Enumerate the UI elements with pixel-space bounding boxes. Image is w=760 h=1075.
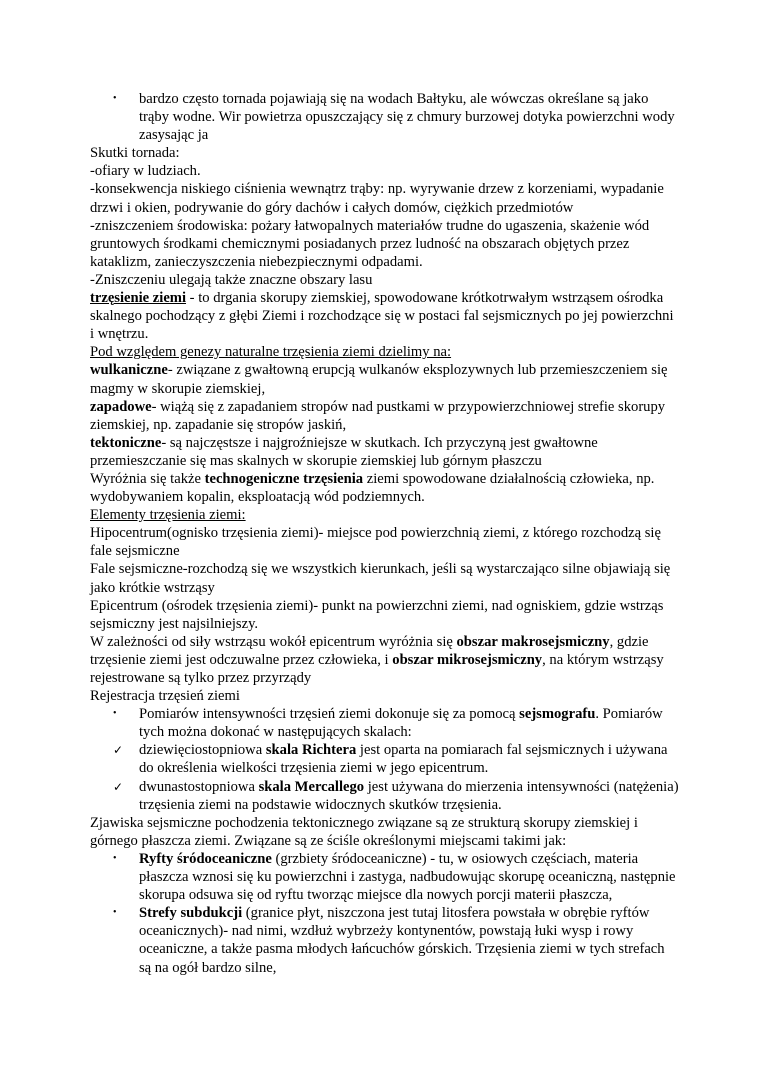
paragraph: -Zniszczeniu ulegają także znaczne obszary lasu (90, 271, 373, 288)
term-microseismic: obszar mikrosejsmiczny (392, 651, 543, 668)
document-body (90, 90, 680, 977)
term-mid-ocean-rifts: Ryfty śródoceaniczne (139, 850, 272, 867)
bullet-item: • Strefy subdukcji (granice płyt, niszczona jest tutaj litosfera powstała w obrębie ryftów oceanicznych)- nad nimi, wzdłuż wybrzeży kontynentów, powstają łuki wysp i rowy oceaniczne, a także pasma młodych łańcuchów górskich. Trzęsienia ziemi w tych strefach są na ogół bardzo silne, (113, 905, 665, 976)
heading-genesis: Pod względem genezy naturalne trzęsienia ziemi dzielimy na: (90, 344, 452, 361)
heading-tornado-effects: Skutki tornada: (90, 145, 180, 162)
paragraph: Hipocentrum(ognisko trzęsienia ziemi)- miejsce pod powierzchnią ziemi, z którego rozchodzą się fale sejsmiczne (90, 525, 661, 560)
check-item: ✓ dwunastostopniowa skala Mercallego jest używana do mierzenia intensywności (natężenia) trzęsienia ziemi na podstawie widocznych skutków trzęsienia. (113, 778, 679, 813)
paragraph: Wyróżnia się także technogeniczne trzęsienia ziemi spowodowane działalnością człowieka, np. wydobywaniem kopalin, eksploatacją wód podziemnych. (90, 470, 655, 506)
paragraph: -konsekwencja niskiego ciśnienia wewnątrz trąby: np. wyrywanie drzew z korzeniami, wypadanie drzwi i okien, podrywanie do góry dachów i całych domów, ciężkich przedmiotów (90, 181, 664, 216)
paragraph: tektoniczne- są najczęstsze i najgroźniejsze w skutkach. Ich przyczyną jest gwałtowne przemieszczanie się mas skalnych w skorupie ziemskiej lub górnym płaszczu (90, 434, 598, 469)
heading-elements: Elementy trzęsienia ziemi: (90, 507, 246, 524)
bullet-item: • Pomiarów intensywności trzęsień ziemi dokonuje się za pomocą sejsmografu. Pomiarów tych można dokonać w następujących skalach: (113, 706, 663, 741)
term-subduction-zones: Strefy subdukcji (139, 905, 243, 922)
bullet-marker: • (113, 93, 117, 104)
term-earthquake: trzęsienie ziemi (90, 290, 187, 307)
check-icon: ✓ (113, 743, 124, 758)
term-seismograph: sejsmografu (519, 706, 596, 723)
heading-registration: Rejestracja trzęsień ziemi (90, 688, 240, 705)
term-tectonic: tektoniczne (90, 434, 162, 451)
term-collapse: zapadowe (90, 398, 152, 415)
check-icon: ✓ (113, 779, 124, 794)
paragraph: W zależności od siły wstrząsu wokół epicentrum wyróżnia się obszar makrosejsmiczny, gdzie trzęsienie ziemi jest odczuwalne przez człowieka, i obszar mikrosejsmiczny, na którym wstrząsy rejestrowane są tylko przez przyrządy (90, 633, 664, 686)
bullet-marker: • (113, 907, 117, 919)
paragraph: -ofiary w ludziach. (90, 163, 201, 180)
term-macroseismic: obszar makrosejsmiczny (456, 633, 610, 650)
bullet-item (90, 90, 680, 144)
paragraph: -zniszczeniem środowiska: pożary łatwopalnych materiałów trudne do ugaszenia, skażenie wód gruntowych środkami chemicznymi posiadanych przez ludność na obszarach objętych przez kataklizm, zanieczyszczenia niebezpiecznymi odpadami. (90, 217, 650, 270)
term-technogenic: technogeniczne trzęsienia (204, 470, 364, 487)
paragraph: zapadowe- wiążą się z zapadaniem stropów nad pustkami w przypowierzchniowej strefie skorupy ziemskiej, np. zapadanie się stropów jaskiń, (90, 398, 666, 433)
term-mercalli: skala Mercallego (258, 778, 365, 795)
paragraph: Zjawiska sejsmiczne pochodzenia tektonicznego związane są ze strukturą skorupy ziemskiej i górnego płaszcza ziemi. Związane są ze ściśle określonymi miejscami takimi jak: (90, 814, 638, 849)
check-item: ✓ dziewięciostopniowa skala Richtera jest oparta na pomiarach fal sejsmicznych i używana do określenia wielkości trzęsienia ziemi w jego epicentrum. (113, 742, 668, 777)
paragraph: wulkaniczne- związane z gwałtowną erupcją wulkanów eksplozywnych lub przemieszczeniem się magmy w skorupie ziemskiej, (90, 362, 668, 397)
paragraph: Fale sejsmiczne-rozchodzą się we wszystkich kierunkach, jeśli są wystarczająco silne objawiają się jako krótkie wstrząsy (90, 561, 671, 596)
bullet-marker: • (113, 852, 117, 864)
term-volcanic: wulkaniczne (90, 362, 168, 379)
bullet-text: bardzo często tornada pojawiają się na wodach Bałtyku, ale wówczas określane są jako trąby wodne. Wir powietrza opuszczający się z chmury burzowej dotyka powierzchni wody zasysając ja (139, 91, 675, 144)
paragraph-earthquake-definition: trzęsienie ziemi - to drgania skorupy ziemskiej, spowodowane krótkotrwałym wstrząsem ośrodka skalnego pochodzący z głębi Ziemi i rozchodzące się w postaci fal sejsmicznych po jej powierzchni i wnętrzu. (90, 290, 674, 343)
term-richter: skala Richtera (265, 742, 357, 759)
paragraph: Epicentrum (ośrodek trzęsienia ziemi)- punkt na powierzchni ziemi, nad ogniskiem, gdzie wstrząs sejsmiczny jest najsilniejszy. (90, 597, 664, 632)
bullet-marker: • (113, 708, 117, 720)
bullet-item: • Ryfty śródoceaniczne (grzbiety śródoceaniczne) - tu, w osiowych częściach, materia płaszcza wznosi się ku powierzchni i zastyga, nadbudowując skorupę oceaniczną, następnie skorupa odsuwa się od ryftu tworząc miejsce dla nowych porcji materii płaszcza, (113, 850, 676, 904)
